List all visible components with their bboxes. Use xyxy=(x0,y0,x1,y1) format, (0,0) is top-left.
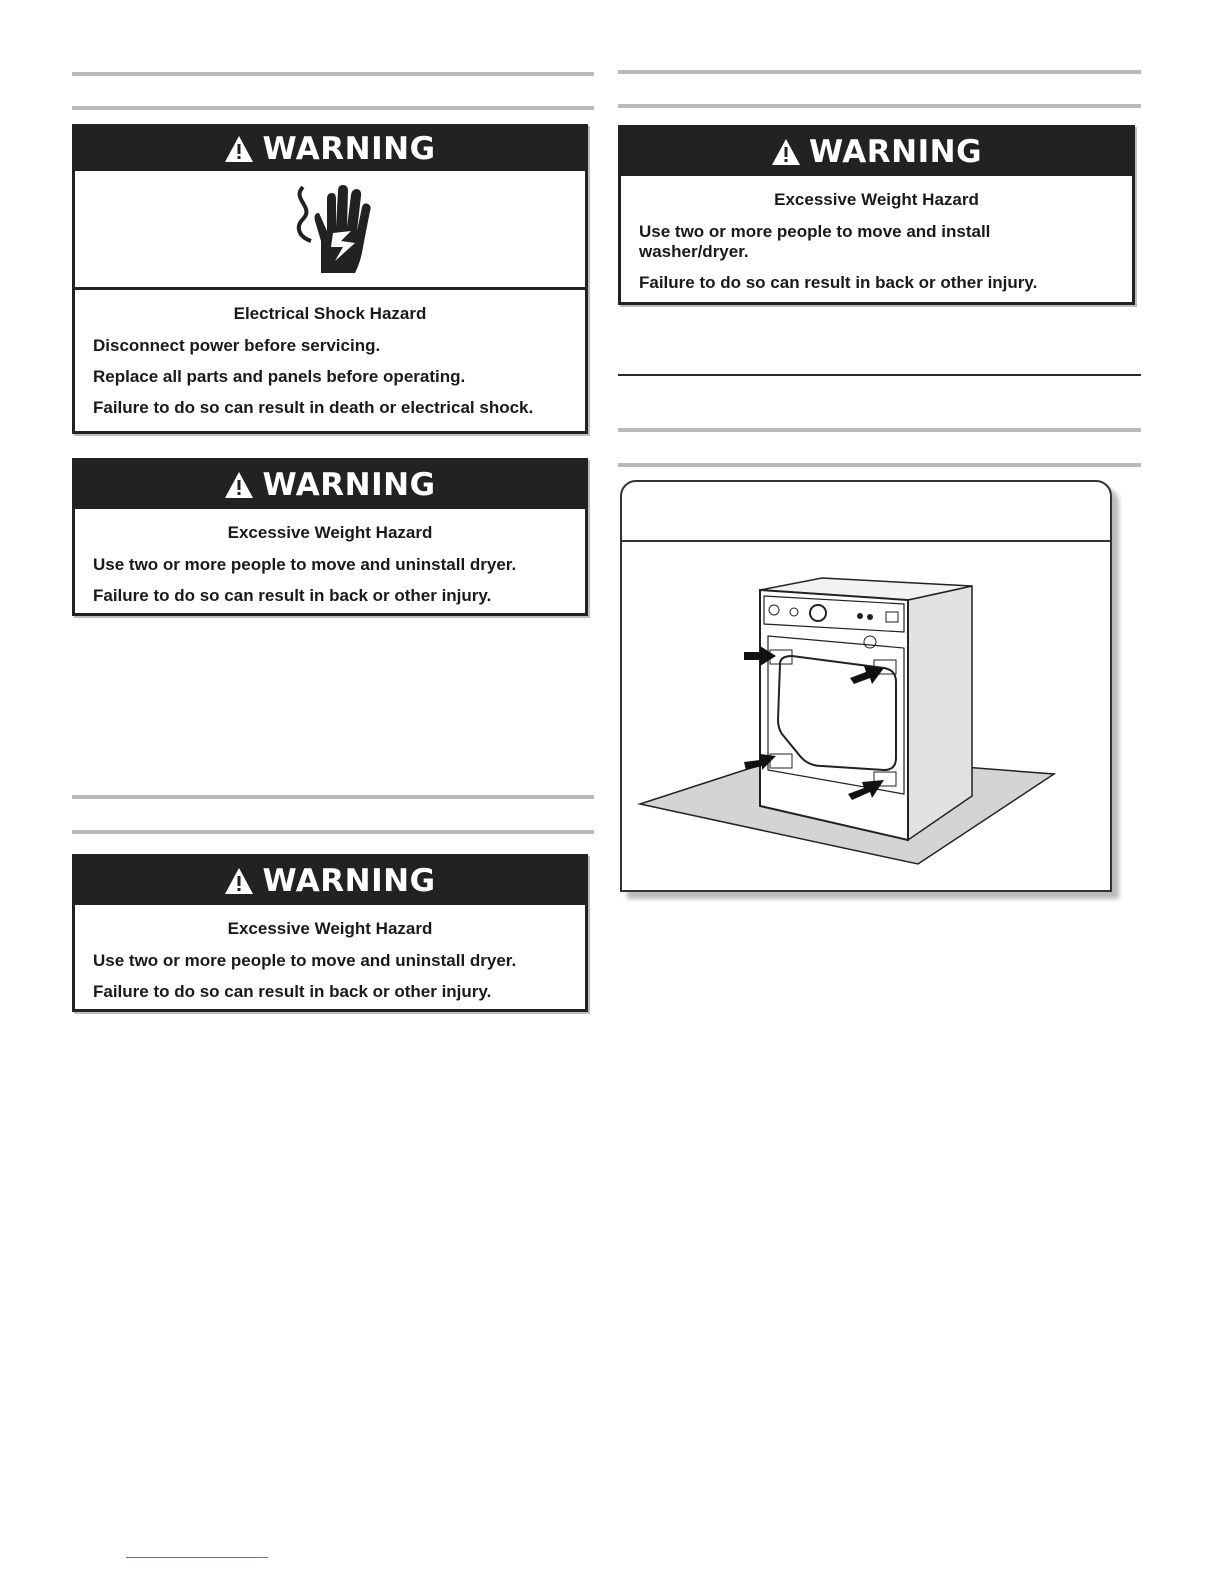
warning-line: Use two or more people to move and uninstall dryer. xyxy=(93,951,517,970)
warning-title: WARNING xyxy=(808,134,983,170)
figure-caption-divider xyxy=(622,540,1110,542)
warning-triangle-icon xyxy=(224,135,254,163)
warning-header xyxy=(75,461,585,509)
warning-line: Use two or more people to move and install washer/dryer. xyxy=(639,222,991,261)
warning-header xyxy=(75,857,585,905)
section-rule-top xyxy=(618,70,1141,74)
warning-box-weight-right xyxy=(618,125,1135,305)
section-rule-bottom xyxy=(618,463,1141,467)
warning-line: Use two or more people to move and uninstall dryer. xyxy=(93,555,517,574)
section-rule-top xyxy=(72,795,594,799)
section-rule-bottom xyxy=(618,104,1141,108)
warning-line: Failure to do so can result in back or other injury. xyxy=(639,273,1038,292)
warning-title: WARNING xyxy=(262,131,436,167)
warning-box-weight-1 xyxy=(72,458,588,616)
warning-line: Replace all parts and panels before operating. xyxy=(93,367,466,386)
section-rule-bottom xyxy=(72,830,594,834)
electrical-shock-hand-icon xyxy=(285,181,375,277)
footer-link-underline xyxy=(126,1557,268,1558)
warning-header xyxy=(75,127,585,171)
warning-box-weight-2 xyxy=(72,854,588,1012)
warning-triangle-icon xyxy=(224,471,254,499)
dryer-figure xyxy=(620,480,1112,892)
hazard-title: Excessive Weight Hazard xyxy=(774,190,979,209)
warning-title: WARNING xyxy=(262,863,436,899)
warning-header xyxy=(621,128,1132,176)
section-rule-bottom xyxy=(72,106,594,110)
dryer-front-view-illustration xyxy=(622,544,1110,890)
hazard-title: Excessive Weight Hazard xyxy=(227,523,433,542)
hazard-title: Excessive Weight Hazard xyxy=(227,919,433,938)
warning-line: Disconnect power before servicing. xyxy=(93,336,381,355)
hazard-title: Electrical Shock Hazard xyxy=(233,304,427,323)
warning-box-electrical xyxy=(72,124,588,434)
warning-line: Failure to do so can result in death or electrical shock. xyxy=(93,398,534,417)
hazard-icon-area xyxy=(75,171,585,290)
section-rule-top xyxy=(72,72,594,76)
section-divider xyxy=(618,374,1141,376)
warning-line: Failure to do so can result in back or other injury. xyxy=(93,982,492,1001)
warning-triangle-icon xyxy=(771,138,801,166)
warning-title: WARNING xyxy=(262,467,436,503)
warning-triangle-icon xyxy=(224,867,254,895)
warning-line: Failure to do so can result in back or other injury. xyxy=(93,586,492,605)
section-rule-top xyxy=(618,428,1141,432)
